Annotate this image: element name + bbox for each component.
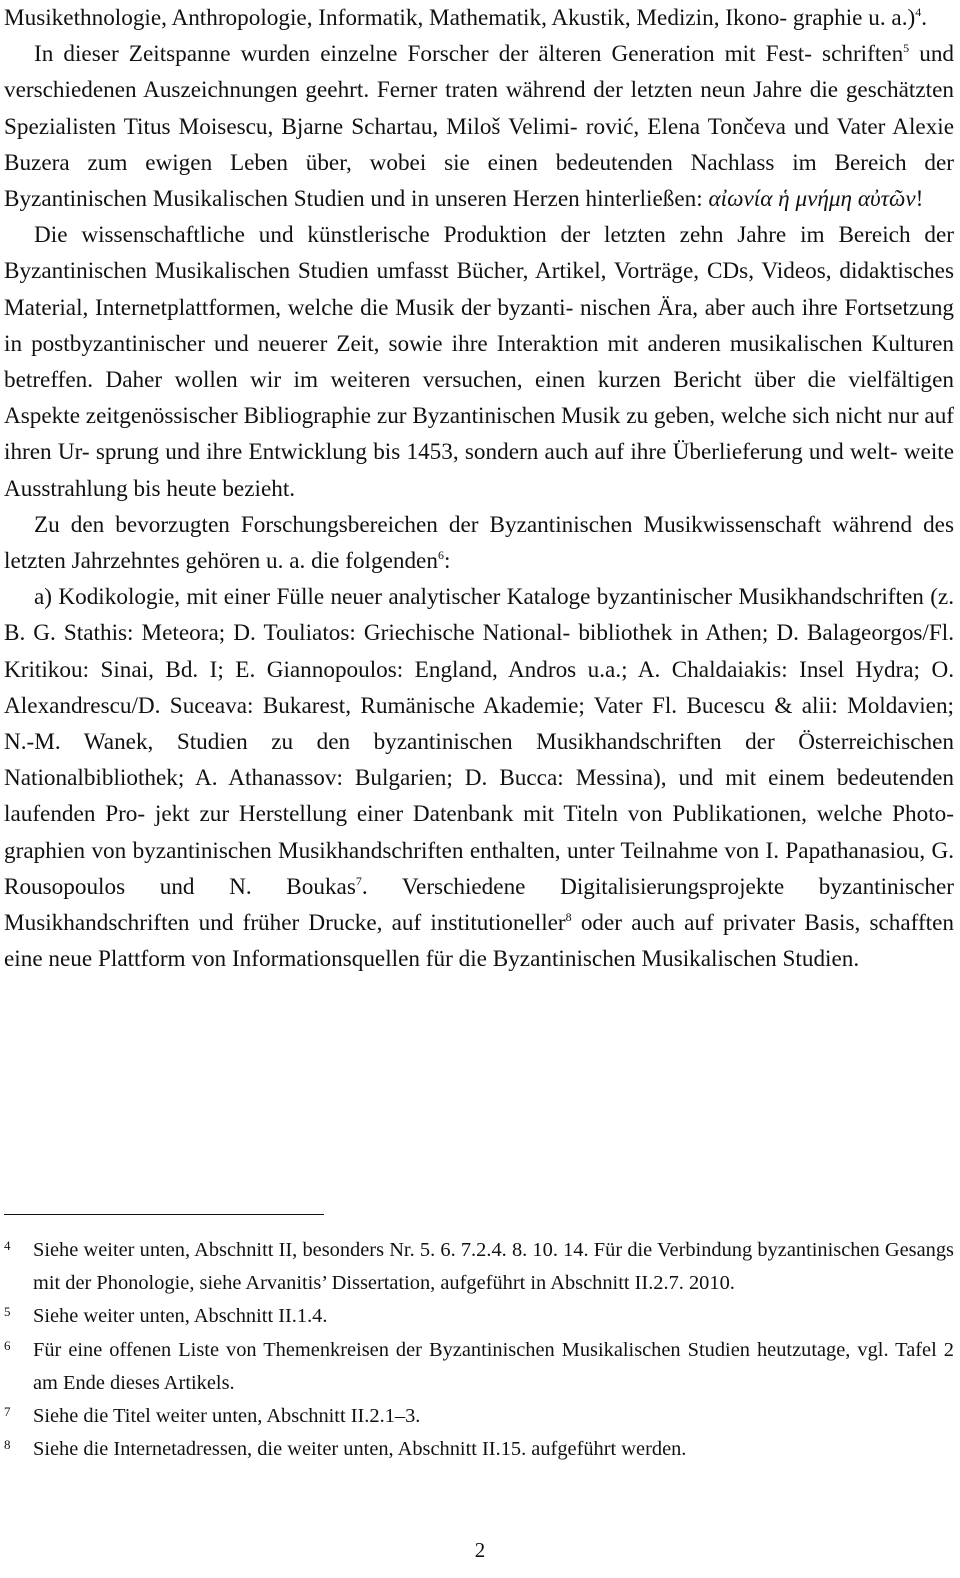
- text-line: sprung und ihre Entwicklung bis 1453, sondern auch auf ihre Überlieferung und welt-: [95, 439, 898, 466]
- footnote-text: [33, 1334, 954, 1400]
- paragraph-5: [4, 579, 954, 977]
- page-number: 2: [474, 1538, 486, 1562]
- text-line: Bereich der Byzantinischen Musikalischen Studien umfasst Bücher, Artikel, Vorträge,: [4, 222, 955, 285]
- text-line: Musikhandschriften (z. B. G. Stathis: Meteora; D. Touliatos: Griechische National-: [4, 584, 955, 647]
- text-line: graphien von byzantinischen Musikhandschriften enthalten, unter Teilnahme von I.: [4, 837, 780, 864]
- paragraph-2: [4, 36, 954, 217]
- footnote-number: 5: [4, 1304, 11, 1320]
- footnote-number: 4: [4, 1238, 11, 1253]
- text-line: und verschiedenen Auszeichnungen geehrt. Ferner traten während der letzten: [4, 41, 955, 104]
- text-line: byzantinischer Musikhandschriften und früher Drucke, auf institutioneller: [4, 873, 955, 937]
- text-line: weite Ausstrahlung bis heute bezieht.: [4, 439, 955, 502]
- text-line: bibliothek in Athen; D. Balageorgos/Fl. Kritikou: Sinai, Bd. I; E. Giannopoulos: England,: [4, 620, 955, 683]
- text-line: auf privater Basis, schafften eine neue Plattform von Informationsquellen für die: [4, 910, 954, 973]
- footnote-ref-5[interactable]: 5: [903, 41, 910, 56]
- main-text: [4, 0, 954, 977]
- text-line: heutzutage, vgl. Tafel 2 am Ende dieses Artikels.: [33, 1338, 954, 1394]
- text-line: . Verschiedene Digitalisierungsprojekte: [361, 873, 785, 900]
- text-line: Zu den bevorzugten Forschungsbereichen der Byzantinischen Musikwissenschaft: [34, 511, 822, 538]
- text-line: Musikethnologie, Anthropologie, Informatik, Mathematik, Akustik, Medizin, Ikono-: [4, 5, 788, 31]
- text-line: den byzantinischen Musikhandschriften der Österreichischen Nationalbibliothek; A.: [4, 729, 955, 792]
- text-line: Siehe weiter unten, Abschnitt II.1.4.: [33, 1305, 328, 1328]
- paragraph-1: [4, 0, 954, 36]
- footnote-divider: [4, 1214, 324, 1215]
- text-line: Rumänische Akademie; Vater Fl. Bucescu & alii: Moldavien; N.-M. Wanek, Studien zu: [4, 692, 955, 756]
- footnote-7: [4, 1400, 954, 1433]
- text-line: rović, Elena Tončeva und Vater Alexie Buzera zum ewigen Leben über, wobei sie einen: [4, 113, 955, 176]
- footnote-ref-4[interactable]: 4: [915, 5, 922, 19]
- footnote-text: [33, 1433, 954, 1466]
- footnote-number: 8: [4, 1437, 11, 1453]
- text-line: Siehe die Titel weiter unten, Abschnitt II.2.1–3.: [33, 1405, 421, 1428]
- text-line: unseren Herzen hinterließen:: [434, 186, 709, 213]
- text-line: oder auch: [571, 910, 675, 937]
- text-line: ihre Interaktion mit anderen musikalischen Kulturen betreffen. Daher wollen wir im: [4, 330, 955, 394]
- text-line: :: [443, 548, 451, 575]
- footnote-text: [33, 1234, 954, 1300]
- footnote-5: [4, 1300, 954, 1333]
- text-line: jekt zur Herstellung einer Datenbank mit Titeln von Publikationen, welche Photo-: [154, 801, 954, 828]
- footnote-number: 7: [4, 1404, 11, 1420]
- text-line: weiteren versuchen, einen kurzen Bericht über die vielfältigen Aspekte zeitgenössischer: [4, 367, 954, 430]
- footnote-text: [33, 1400, 954, 1433]
- text-line: graphie u. a.): [792, 5, 916, 31]
- text-line: schriften: [822, 41, 904, 68]
- footnote-ref-8[interactable]: 8: [565, 910, 572, 925]
- text-line: byzantinischen Gesangs mit der Phonologie, siehe Arvanitis’ Dissertation, aufgeführt in: [33, 1239, 954, 1295]
- text-line: a) Kodikologie, mit einer Fülle neuer analytischer Kataloge byzantinischer: [34, 584, 732, 611]
- text-line: Abschnitt II.2.7. 2010.: [550, 1272, 735, 1295]
- footnote-text: [33, 1300, 954, 1333]
- text-line: Für eine offenen Liste von Themenkreisen der Byzantinischen Musikalischen Studien: [33, 1338, 750, 1361]
- paragraph-3: [4, 217, 954, 507]
- text-line: Siehe die Internetadressen, die weiter unten, Abschnitt II.15. aufgeführt werden.: [33, 1438, 687, 1461]
- text-line: Byzantinischen Musikalischen Studien.: [492, 946, 860, 973]
- text-line: Die wissenschaftliche und künstlerische Produktion der letzten zehn Jahre im: [34, 222, 825, 249]
- text-line: In dieser Zeitspanne wurden einzelne Forscher der älteren Generation mit Fest-: [34, 41, 812, 68]
- footnote-8: [4, 1433, 954, 1466]
- paragraph-4: [4, 507, 954, 579]
- footnote-number: 6: [4, 1337, 11, 1353]
- footnotes: [4, 1234, 954, 1466]
- text-line: Siehe weiter unten, Abschnitt II, besonders Nr. 5. 6. 7.2.4. 8. 10. 14. Für die Verbindung: [33, 1239, 753, 1261]
- footnote-ref-7[interactable]: 7: [355, 873, 362, 888]
- text-line: neun Jahre die geschätzten Spezialisten Titus Moisescu, Bjarne Schartau, Miloš Velimi-: [4, 77, 954, 140]
- text-line: bedeutenden Nachlass im Bereich der Byzantinischen Musikalischen Studien und in: [4, 149, 954, 213]
- text-line: !: [915, 186, 924, 213]
- footnote-6: [4, 1334, 954, 1400]
- text-line: Papathanasiou, G. Rousopoulos und N. Boukas: [4, 837, 954, 900]
- text-line: während des letzten Jahrzehntes gehören u. a. die folgenden: [4, 511, 954, 575]
- footnote-ref-6[interactable]: 6: [437, 548, 444, 563]
- footnote-4: [4, 1234, 954, 1300]
- greek-phrase: αἰωνία ἡ μνήμη αὐτῶν: [708, 186, 916, 213]
- text-line: Andros u.a.; A. Chaldaiakis: Insel Hydra; O. Alexandrescu/D. Suceava: Bukarest,: [4, 656, 954, 719]
- text-line: Athanassov: Bulgarien; D. Bucca: Messina), und mit einem bedeutenden laufenden Pro-: [4, 765, 954, 828]
- text-line: CDs, Videos, didaktisches Material, Internetplattformen, welche die Musik der byzanti-: [4, 258, 955, 321]
- text-line: Bibliographie zur Byzantinischen Musik zu geben, welche sich nicht nur auf ihren Ur-: [4, 403, 955, 466]
- text-line: nischen Ära, aber auch ihre Fortsetzung in postbyzantinischer und neuerer Zeit, sowie: [4, 294, 955, 357]
- text-line: .: [921, 5, 928, 31]
